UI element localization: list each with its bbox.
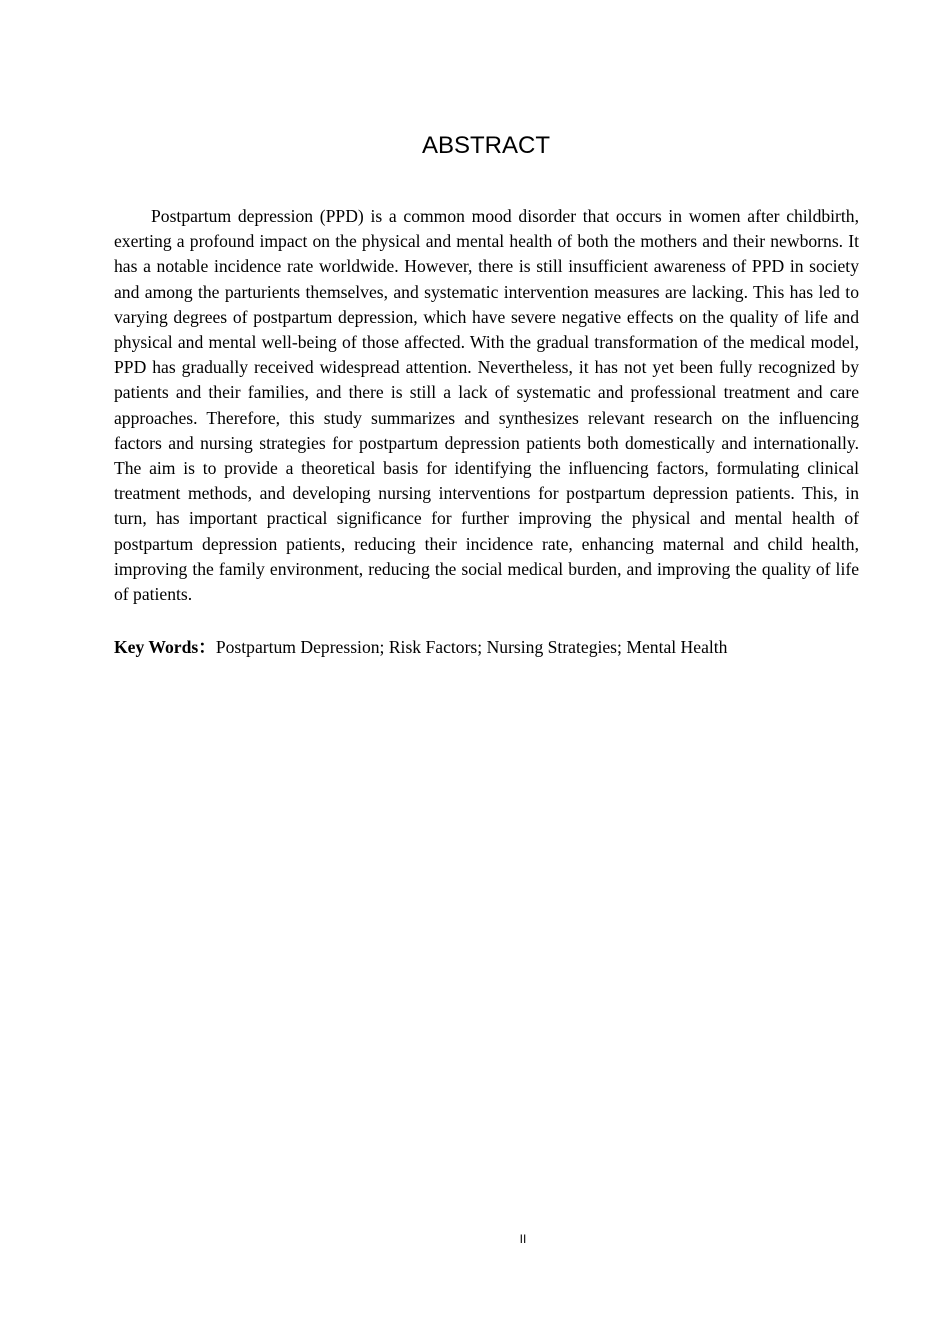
keywords-label: Key Words： [114, 637, 216, 657]
keywords-text: Postpartum Depression; Risk Factors; Nursing Strategies; Mental Health [215, 637, 728, 657]
page-number: II [519, 1232, 527, 1246]
abstract-body: Postpartum depression (PPD) is a common mood disorder that occurs in women after childbirth, exerting a profound impact on the physical and mental health of both the mothers and their newborns. It has a notable incidence rate worldwide. However, there is still insufficient awareness of PPD in society and among the parturients themselves, and systematic intervention measures are lacking. This has led to varying degrees of postpartum depression, which have severe negative effects on the quality of life and physical and mental well-being of those affected. With the gradual transformation of the medical model, PPD has gradually received widespread attention. Nevertheless, it has not yet been fully recognized by patients and their families, and there is still a lack of systematic and professional treatment and care approaches. Therefore, this study summarizes and synthesizes relevant research on the influencing factors and nursing strategies for postpartum depression patients both domestically and internationally. The aim is to provide a theoretical basis for identifying the influencing factors, formulating clinical treatment methods, and developing nursing interventions for postpartum depression patients. This, in turn, has important practical significance for further improving the physical and mental health of postpartum depression patients, reducing their incidence rate, enhancing maternal and child health, improving the family environment, reducing the social medical burden, and improving the quality of life of patients. [114, 206, 859, 605]
keywords-line [114, 635, 859, 660]
abstract-title: ABSTRACT [421, 132, 550, 159]
